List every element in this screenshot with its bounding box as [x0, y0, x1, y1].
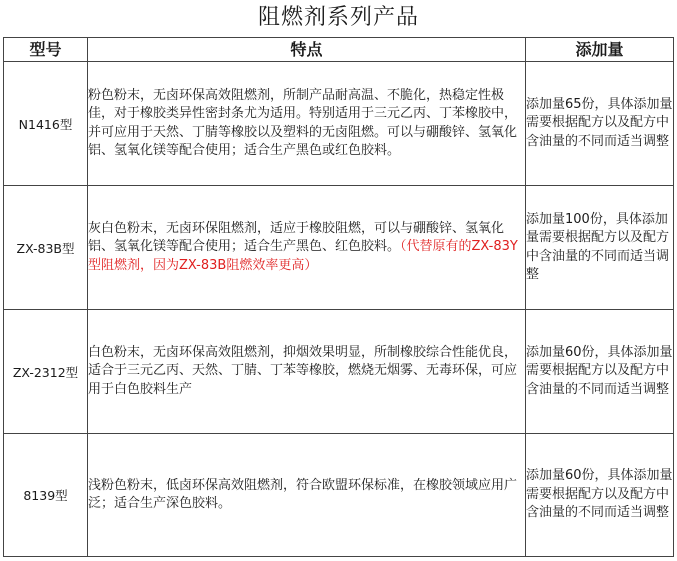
feature-cell	[88, 310, 526, 434]
feature-text: 灰白色粉末，无卤环保阻燃剂，适应于橡胶阻燃，可以与硼酸锌、氢氧化铝、氢氧化镁等配合使用；适合生产黑色、红色胶料。	[88, 220, 505, 255]
model-cell: ZX-2312型	[4, 310, 88, 434]
feature-text: 白色粉末，无卤环保高效阻燃剂，抑烟效果明显，所制橡胶综合性能优良，适合于三元乙丙、天然、丁腈、丁苯等橡胶，燃烧无烟雾、无毒环保，可应用于白色胶料生产	[88, 344, 518, 397]
dose-cell: 添加量100份，具体添加量需要根据配方以及配方中含油量的不同而适当调整	[526, 186, 674, 310]
table-header-row	[4, 38, 674, 62]
table-row	[4, 186, 674, 310]
feature-cell	[88, 434, 526, 557]
feature-text: 浅粉色粉末，低卤环保高效阻燃剂，符合欧盟环保标准，在橡胶领域应用广泛；适合生产深色胶料。	[88, 477, 518, 511]
feature-text: 粉色粉末，无卤环保高效阻燃剂，所制产品耐高温、不脆化，热稳定性极佳，对于橡胶类异性密封条尤为适用。特别适用于三元乙丙、丁苯橡胶中，并可应用于天然、丁腈等橡胶以及塑料的无卤阻燃。可以与硼酸锌、氢氧化铝、氢氧化镁等配合使用；适合生产黑色或红色胶料。	[88, 87, 518, 158]
product-table	[3, 37, 674, 557]
header-dose: 添加量	[526, 38, 674, 62]
feature-cell	[88, 186, 526, 310]
model-cell: N1416型	[4, 62, 88, 186]
header-feature: 特点	[88, 38, 526, 62]
page-title: 阻燃剂系列产品	[257, 5, 419, 30]
dose-cell: 添加量60份，具体添加量需要根据配方以及配方中含油量的不同而适当调整	[526, 310, 674, 434]
dose-cell: 添加量65份，具体添加量需要根据配方以及配方中含油量的不同而适当调整	[526, 62, 674, 186]
table-row	[4, 310, 674, 434]
dose-cell: 添加量60份，具体添加量需要根据配方以及配方中含油量的不同而适当调整	[526, 434, 674, 557]
table-row	[4, 62, 674, 186]
table-row	[4, 434, 674, 557]
header-model: 型号	[4, 38, 88, 62]
model-cell: ZX-83B型	[4, 186, 88, 310]
feature-cell	[88, 62, 526, 186]
model-cell: 8139型	[4, 434, 88, 557]
replacement-note: （代替原有的ZX-83Y型阻燃剂，因为ZX-83B阻燃效率更高）	[88, 239, 518, 273]
